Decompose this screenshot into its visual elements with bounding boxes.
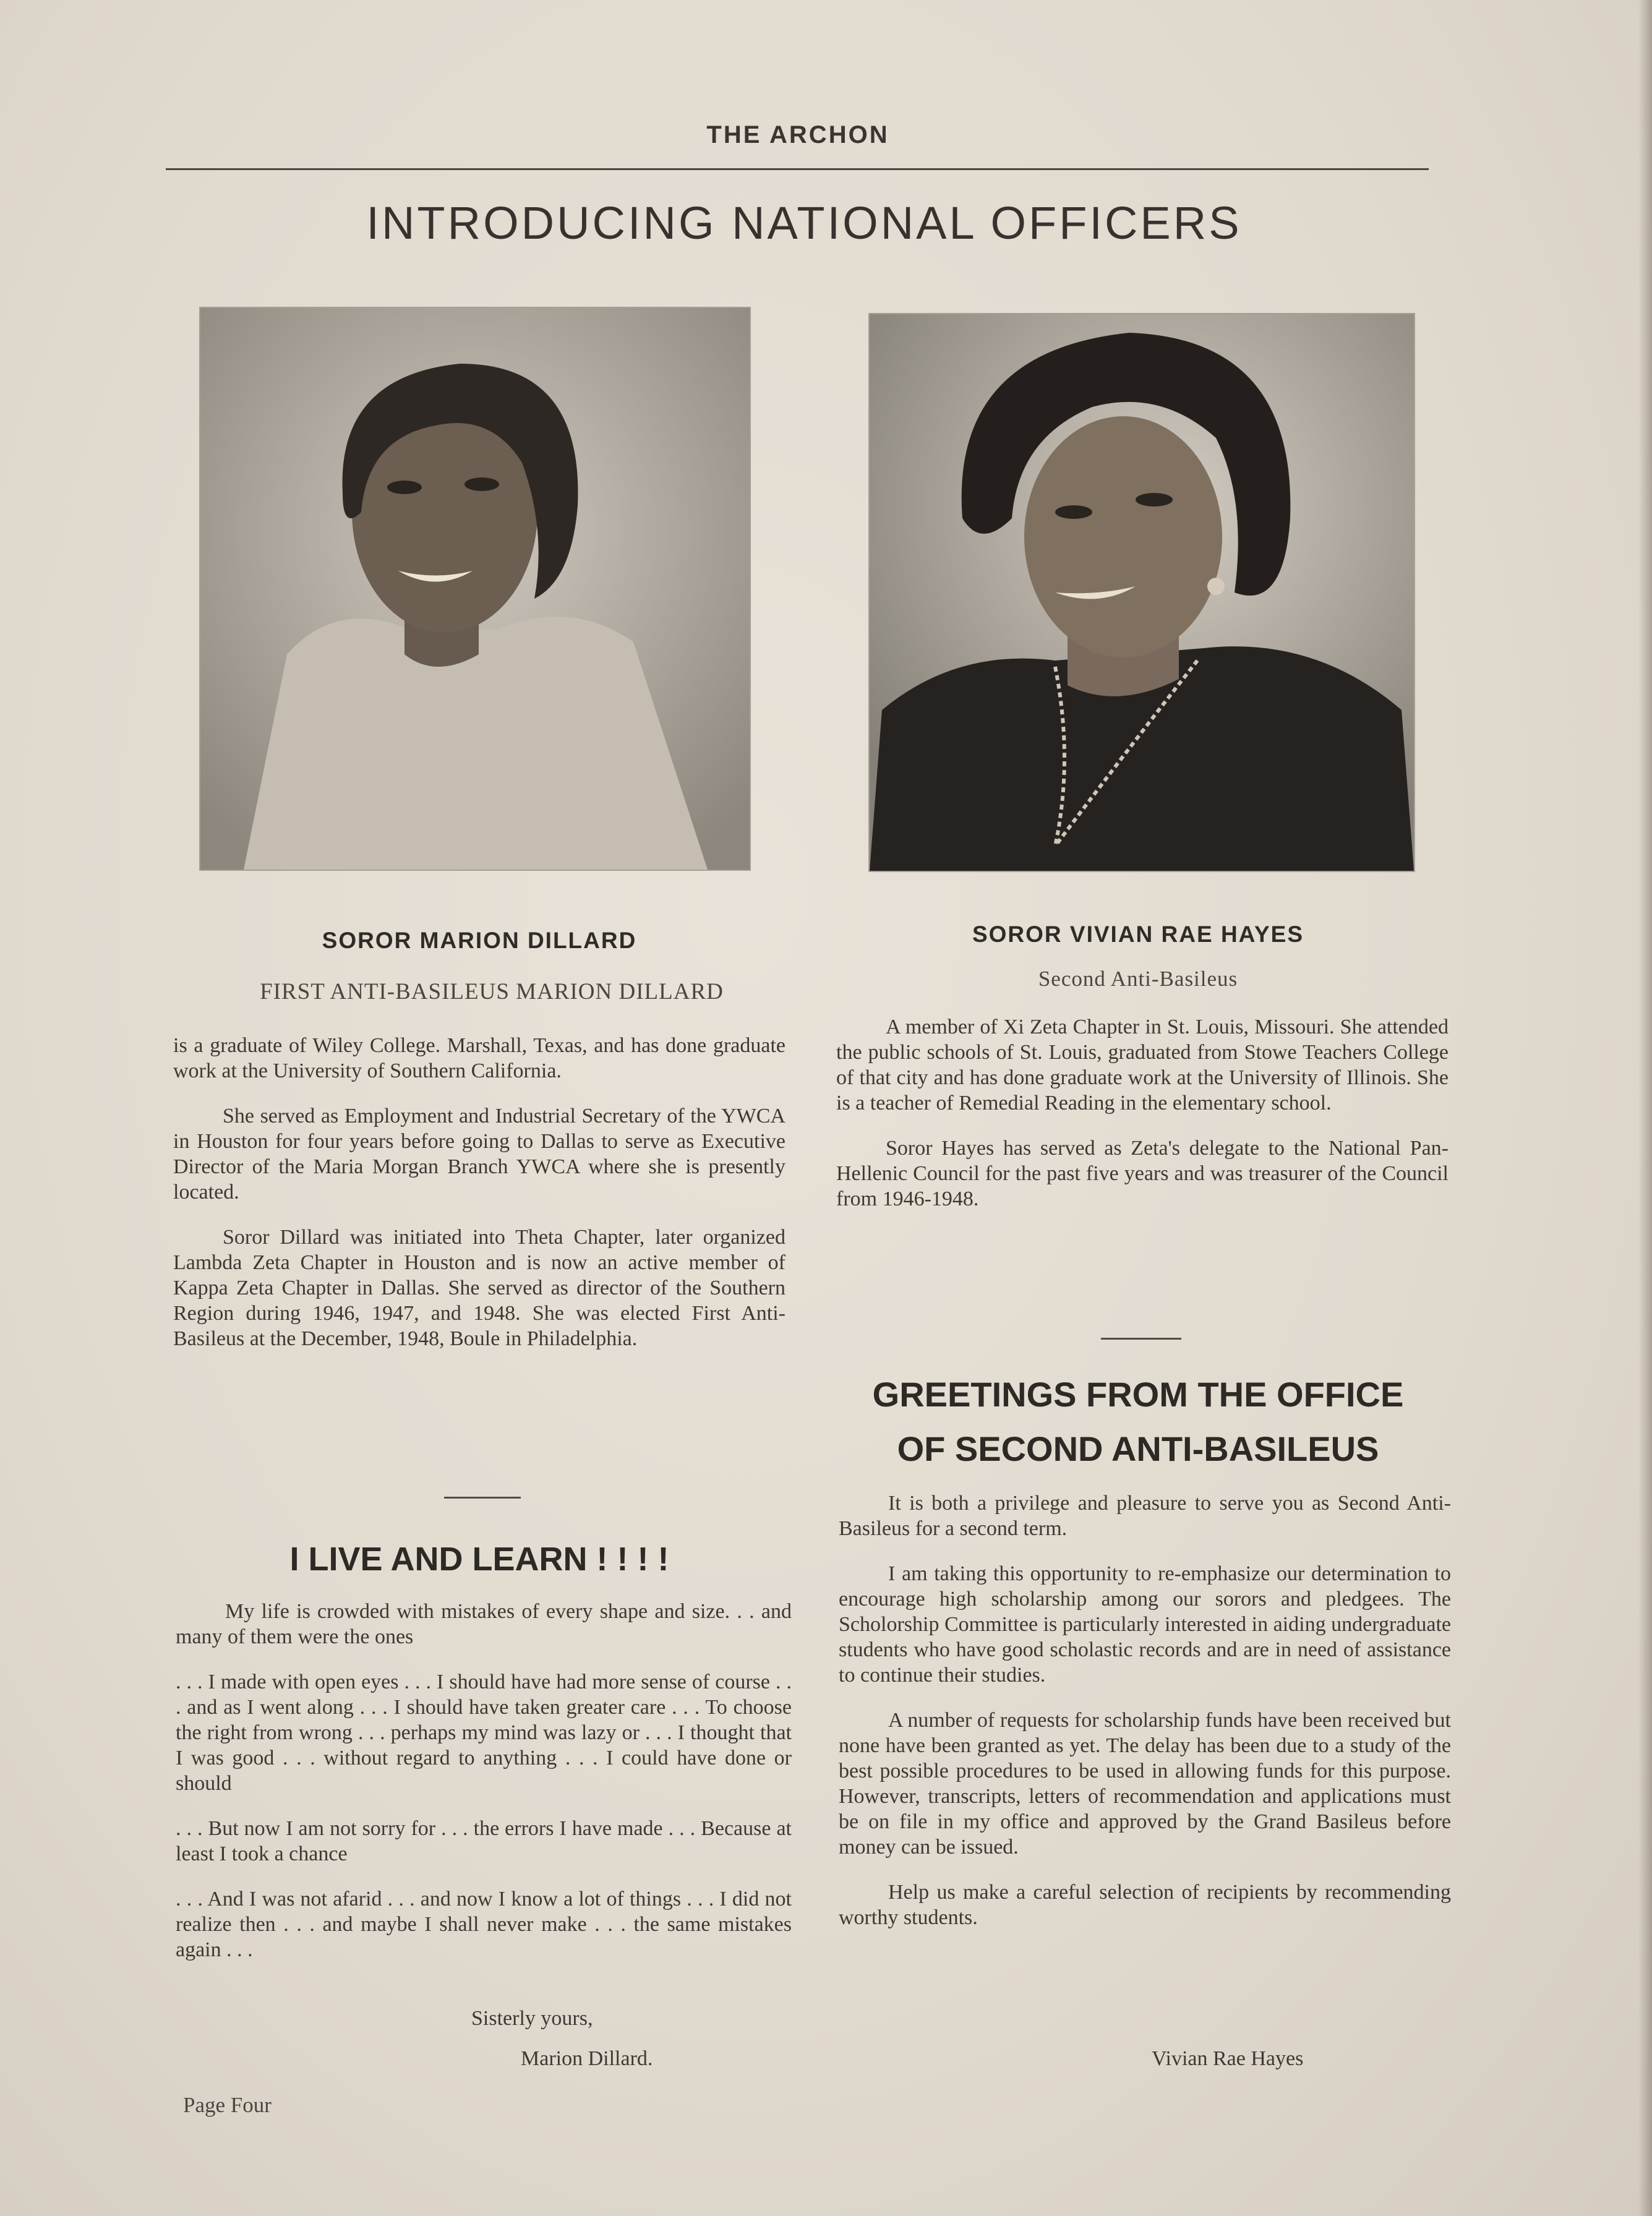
left-bio-paragraph: is a graduate of Wiley College. Marshall, Texas, and has done graduate work at the University of Southern California. [173,1034,785,1082]
right-sub-heading: Second Anti-Basileus [1038,967,1238,991]
left-bio-paragraph: She served as Employment and Industrial Secretary of the YWCA in Houston for four years before going to Dallas to serve as Executive Director of the Maria Morgan Branch YWCA where she is presently located. [173,1105,785,1204]
right-signature: Vivian Rae Hayes [1152,2047,1304,2070]
left-bio-paragraph: Soror Dillard was initiated into Theta Chapter, later organized Lambda Zeta Chapter in Houston and is now an active member of Kappa Zeta Chapter in Dallas. She served as director of the Southern Region during 1946, 1947, and 1948. She was elected First Anti-Basileus at the December, 1948, Boule in Philadelphia. [173,1226,785,1350]
page-edge-shadow [1638,0,1652,2216]
portrait-photo-marion-dillard [199,307,751,871]
left-divider [444,1497,521,1499]
left-sub-heading: FIRST ANTI-BASILEUS MARION DILLARD [260,979,724,1004]
poem-stanza: . . . And I was not afarid . . . and now I know a lot of things . . . I did not realize then . . . and maybe I shall never make . . . the same mistakes again . . . [176,1888,792,1961]
masthead-rule [166,168,1429,170]
left-bio-text [173,1033,785,1371]
greetings-text [839,1491,1451,1950]
right-name-heading: SOROR VIVIAN RAE HAYES [972,922,1304,947]
right-bio-text [836,1014,1449,1231]
left-name-heading: SOROR MARION DILLARD [322,928,637,953]
poem-title: I LIVE AND LEARN ! ! ! ! [289,1541,669,1578]
closing-salutation: Sisterly yours, [471,2007,593,2030]
greetings-title-line-1: GREETINGS FROM THE OFFICE [872,1375,1404,1414]
masthead: THE ARCHON [706,121,889,148]
page-number: Page Four [183,2093,272,2117]
right-bio-paragraph: Soror Hayes has served as Zeta's delegate to the National Pan-Hellenic Council for the past five years and was treasurer of the Council from 1946-1948. [836,1137,1449,1210]
portrait-icon [870,314,1414,871]
greetings-paragraph: Help us make a careful selection of recipients by recommending worthy students. [839,1881,1451,1929]
page-title: INTRODUCING NATIONAL OFFICERS [366,197,1242,249]
poem-text [176,1599,792,1982]
greetings-paragraph: It is both a privilege and pleasure to serve you as Second Anti-Basileus for a second term. [839,1492,1451,1540]
portrait-icon [200,308,750,870]
right-bio-paragraph: A member of Xi Zeta Chapter in St. Louis, Missouri. She attended the public schools of St. Louis, graduated from Stowe Teachers College of that city and has done graduate work at the University of Illinois. She is a teacher of Remedial Reading in the elementary school. [836,1016,1449,1114]
poem-stanza: . . . But now I am not sorry for . . . the errors I have made . . . Because at least I took a chance [176,1817,792,1865]
portrait-photo-vivian-rae-hayes [868,313,1415,872]
poem-stanza: . . . I made with open eyes . . . I should have had more sense of course . . . and as I went along . . . I should have taken greater care . . . To choose the right from wrong . . . perhaps my mind was lazy or . . . I thought that I was good . . . without regard to anything . . . I could have done or should [176,1671,792,1795]
left-signature: Marion Dillard. [521,2047,653,2070]
greetings-paragraph: I am taking this opportunity to re-emphasize our determination to encourage high scholarship among our sorors and pledgees. The Scholorship Committee is particularly interested in aiding undergraduate students who have good scholastic records and are in need of assistance to continue their studies. [839,1562,1451,1687]
greetings-title-line-2: OF SECOND ANTI-BASILEUS [897,1429,1379,1468]
poem-stanza: My life is crowded with mistakes of every shape and size. . . and many of them were the ones [176,1600,792,1648]
right-divider [1101,1338,1181,1340]
greetings-paragraph: A number of requests for scholarship funds have been received but none have been granted as yet. The delay has been due to a study of the best possible procedures to be used in allowing funds for this purpose. However, transcripts, letters of recommendation and applications must be on file in my office and approved by the Grand Basileus before money can be issued. [839,1709,1451,1859]
